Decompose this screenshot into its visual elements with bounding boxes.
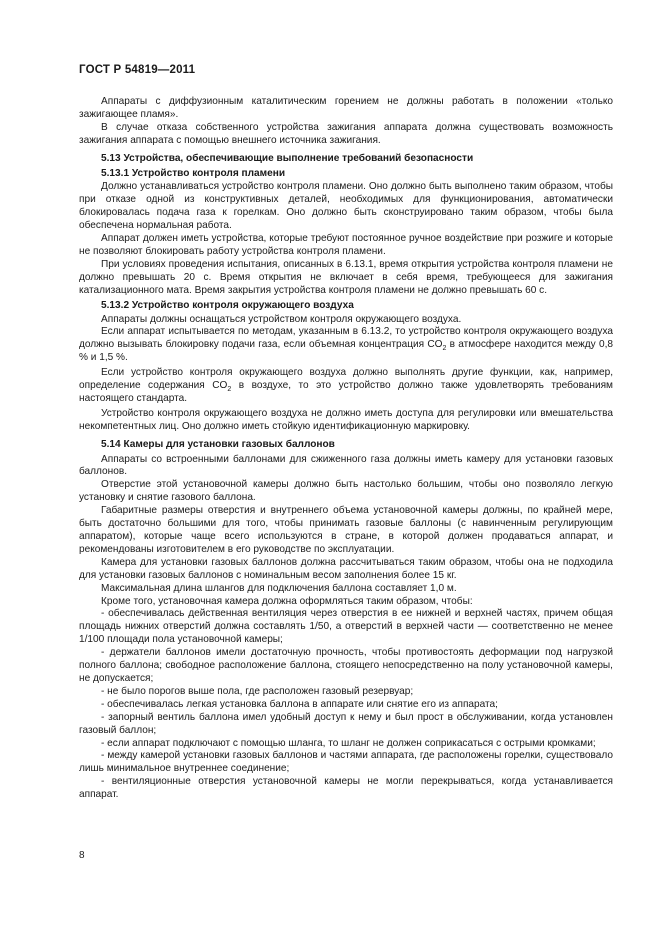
paragraph: Должно устанавливаться устройство контроля пламени. Оно должно быть выполнено таким образом, чтобы при отказе одной из конструктивных деталей, необходимых для функционирования, автоматически блокировалась подача газа к горелкам. Оно должно быть сконструировано таким образом, чтобы была обеспечена нормальная работа. (79, 181, 613, 232)
subsection-heading: 5.13.2 Устройство контроля окружающего воздуха (101, 299, 354, 311)
paragraph: Устройство контроля окружающего воздуха не должно иметь доступа для регулировки или вмешательства некомпетентных лиц. Оно должно иметь стойкую идентификационную маркировку. (79, 407, 613, 432)
subscript: 2 (227, 386, 232, 394)
paragraph: Габаритные размеры отверстия и внутреннего объема установочной камеры должны, по крайней мере, быть достаточно большими для того, чтобы принимать газовые баллоны (с навинченным регулирующим аппаратом), которые чаще всего используются в стране, в которой должен продаваться аппарат, и рекомендованы изготовителем в его руководстве по эксплуатации. (79, 505, 613, 555)
page-number: 8 (79, 850, 85, 861)
list-item: - не было порогов выше пола, где расположен газовый резервуар; (101, 685, 414, 697)
subsection-heading: 5.13.1 Устройство контроля пламени (101, 167, 286, 179)
subscript: 2 (442, 345, 447, 353)
paragraph: Отверстие этой установочной камеры должно быть настолько большим, чтобы оно позволяло легкую установку и снятие газового баллона. (79, 479, 613, 504)
list-item: - между камерой установки газовых баллонов и частями аппарата, где расположены горелки, существовало лишь минимальное внутреннее соединение; (79, 750, 613, 775)
paragraph-text: Если аппарат испытывается по методам, указанным в 6.13.2, то устройство контроля окружающего воздуха должно вызывать блокировку подачи газа, если объемная концентрация CO (79, 326, 613, 351)
paragraph: При условиях проведения испытания, описанных в 6.13.1, время открытия устройства контроля пламени не должно превышать 20 с. Время открытия не включает в себя время, требующееся для зажигания катализационного мата. Время закрытия устройства контроля пламени не должно превышать 60 с. (79, 258, 613, 296)
paragraph: Аппараты должны оснащаться устройством контроля окружающего воздуха. (101, 313, 462, 325)
list-item: - запорный вентиль баллона имел удобный доступ к нему и был прост в обслуживании, когда установлен газовый баллон; (79, 711, 613, 736)
paragraph: Аппараты с диффузионным каталитическим горением не должны работать в положении «только зажигающее пламя». (79, 96, 613, 120)
paragraph (79, 326, 613, 365)
paragraph: Аппараты со встроенными баллонами для сжиженного газа должны иметь камеру для установки газовых баллонов. (79, 453, 613, 478)
paragraph: Камера для установки газовых баллонов должна рассчитываться таким образом, чтобы она не подходила для установки газовых баллонов с номинальным весом заполнения более 15 кг. (79, 556, 613, 581)
paragraph: В случае отказа собственного устройства зажигания аппарата должна существовать возможность зажигания аппарата с помощью внешнего источника зажигания. (79, 121, 613, 146)
list-item: - обеспечивалась легкая установка баллона в аппарате или снятие его из аппарата; (101, 698, 498, 710)
list-item: - если аппарат подключают с помощью шланга, то шланг не должен соприкасаться с острыми кромками; (101, 737, 596, 749)
paragraph: Максимальная длина шлангов для подключения баллона составляет 1,0 м. (101, 582, 457, 594)
paragraph-text: в атмосфере находится между 0,8 % и 1,5 %. (79, 339, 613, 364)
paragraph-text: Если устройство контроля окружающего воздуха должно выполнять другие функции, как, например, определение содержания CO (79, 367, 613, 392)
list-item: - обеспечивалась действенная вентиляция через отверстия в ее нижней и верхней частях, причем общая площадь нижних отверстий должна составлять 1/50, а отверстий в верхней части — соответственно не менее 1/100 площади пола установочной камеры; (79, 608, 613, 646)
list-item: - вентиляционные отверстия установочной камеры не могли перекрываться, когда устанавливается аппарат. (79, 776, 613, 801)
paragraph (79, 367, 613, 406)
paragraph-text: в воздухе, то это устройство должно также удовлетворять требованиям настоящего стандарта. (79, 380, 614, 404)
document-body (79, 96, 613, 802)
list-item: - держатели баллонов имели достаточную прочность, чтобы противостоять деформации под нагрузкой полного баллона; свободное расположение баллона, стоящего непосредственно на полу установочной камеры, не допускается; (79, 647, 613, 684)
document-header: ГОСТ Р 54819—2011 (79, 64, 196, 76)
section-heading: 5.13 Устройства, обеспечивающие выполнение требований безопасности (101, 152, 474, 164)
paragraph: Аппарат должен иметь устройства, которые требуют постоянное ручное воздействие при розжиге и которые не позволяют блокировать работу устройства контроля пламени. (79, 233, 613, 257)
paragraph: Кроме того, установочная камера должна оформляться таким образом, чтобы: (101, 595, 473, 607)
section-heading: 5.14 Камеры для установки газовых баллонов (101, 438, 335, 450)
